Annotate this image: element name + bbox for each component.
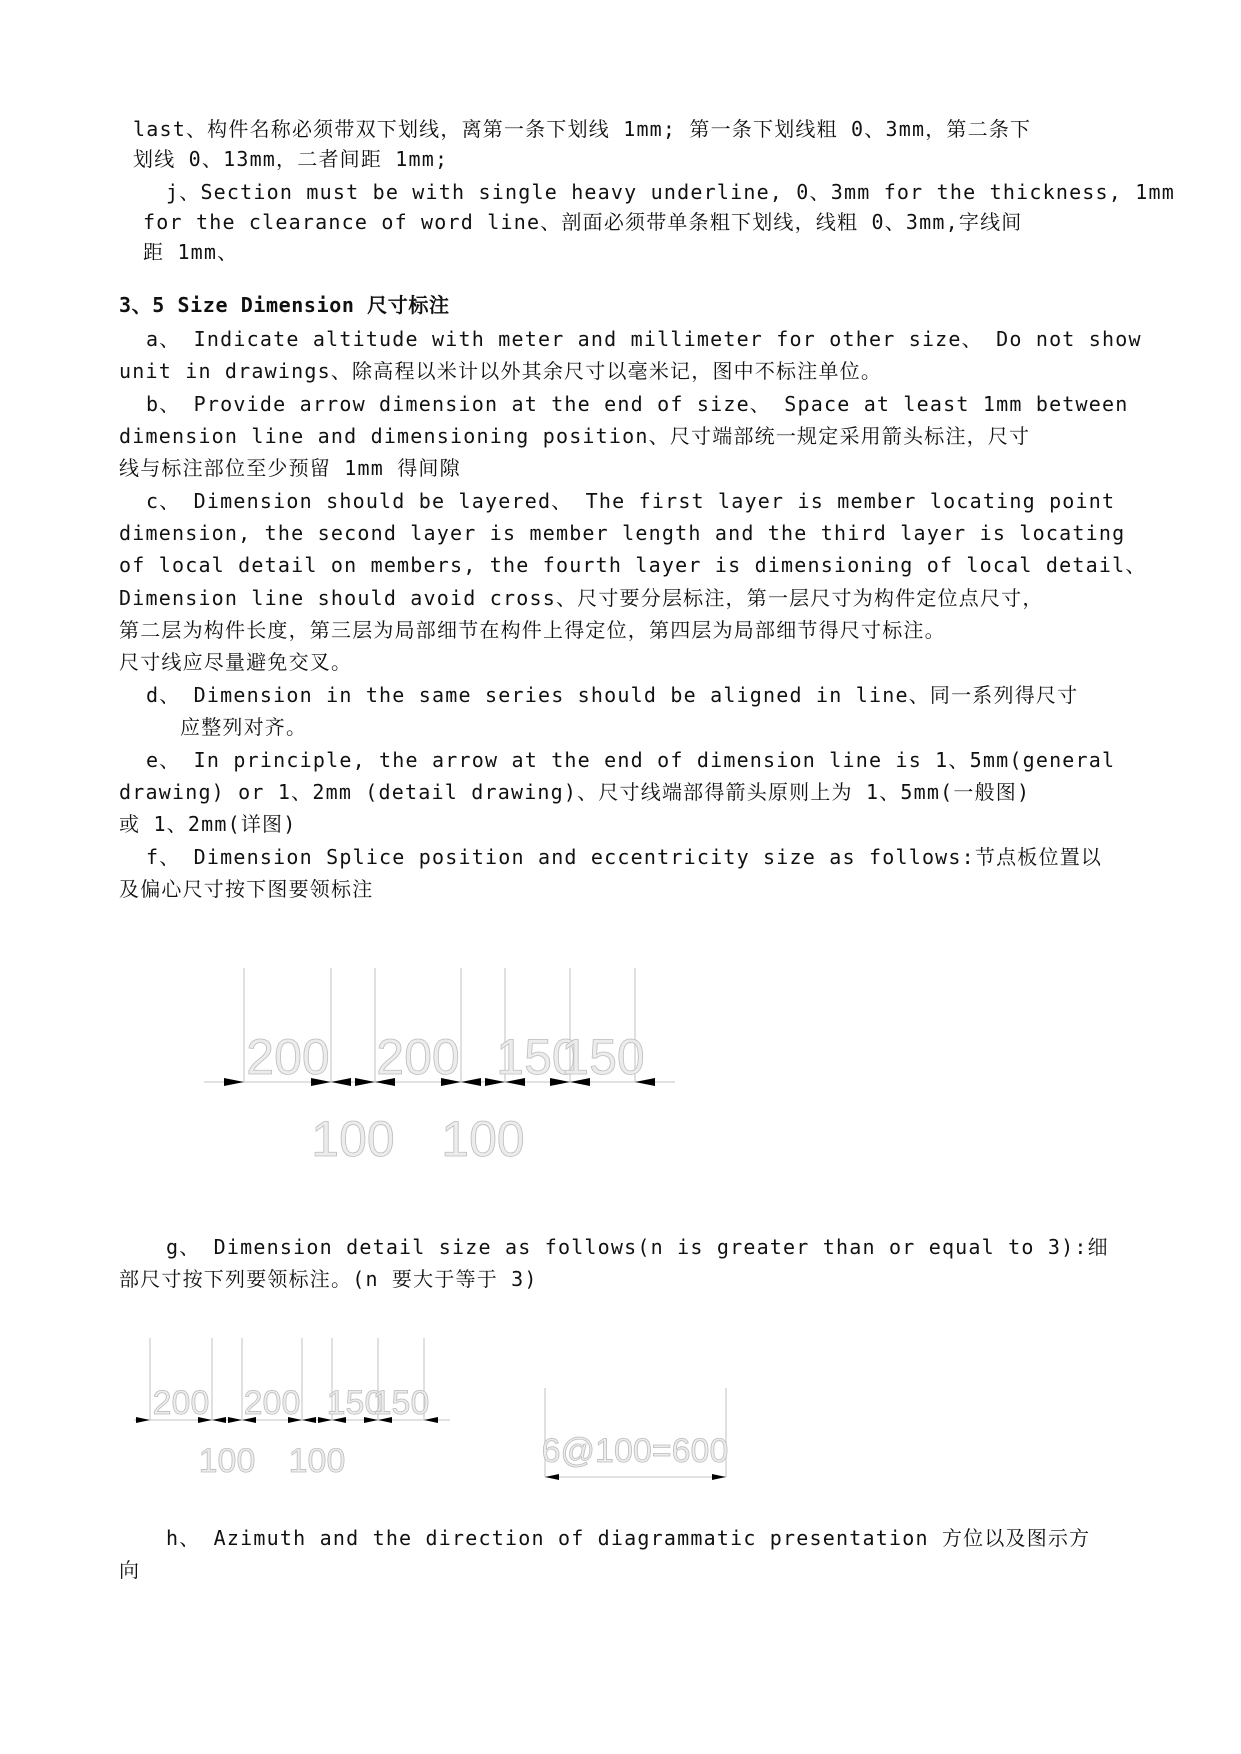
item-c-line-1: c、 Dimension should be layered、 The first layer is member locating point [146,489,1116,513]
combined-dimension-label: 6@100=600 [541,1432,729,1470]
dimension-label: 200 [243,1384,301,1422]
dimension-label: 200 [246,1029,330,1085]
item-c-line-2: dimension, the second layer is member length and the third layer is locating [119,521,1126,545]
item-f-line-1: f、 Dimension Splice position and eccentricity size as follows:节点板位置以 [146,845,1103,869]
item-c-line-3: of local detail on members, the fourth layer is dimensioning of local detail、 [119,553,1147,577]
paragraph-j-line-1: j、Section must be with single heavy underline, 0、3mm for the thickness, 1mm [166,180,1175,204]
dimension-arrow [212,1417,226,1423]
item-g-line-1: g、 Dimension detail size as follows(n is greater than or equal to 3):细 [166,1235,1109,1259]
dimension-label: 100 [288,1442,346,1480]
paragraph-i-line-2: 划线 0、13mm，二者间距 1mm; [133,147,449,171]
dimension-arrow [545,1474,559,1480]
dimension-label: 150 [496,1029,580,1085]
dimension-arrow [331,1078,351,1086]
item-b-line-1: b、 Provide arrow dimension at the end of size、 Space at least 1mm between [146,392,1129,416]
dimension-label: 150 [326,1384,384,1422]
dimension-label: 100 [441,1111,525,1167]
dimension-arrow [355,1078,375,1086]
item-c-line-4: Dimension line should avoid cross、尺寸要分层标注，第一层尺寸为构件定位点尺寸， [119,586,1044,610]
item-e-line-1: e、 In principle, the arrow at the end of dimension line is 1、5mm(general [146,748,1116,772]
dimension-arrow [461,1078,481,1086]
paragraph-j-line-2: for the clearance of word line、剖面必须带单条粗下划线，线粗 0、3mm,字线间 [143,210,1023,234]
dimension-label: 200 [152,1384,210,1422]
item-a-line-1: a、 Indicate altitude with meter and millimeter for other size、 Do not show [146,327,1142,351]
dimension-arrow [136,1417,150,1423]
dimension-label: 100 [198,1442,256,1480]
dimension-label: 150 [561,1029,645,1085]
item-h-line-2: 向 [119,1558,141,1582]
detail-dimension-diagram [0,1320,1241,1490]
dimension-label: 100 [311,1111,395,1167]
item-d-line-2: 应整列对齐。 [180,715,308,739]
item-b-line-2: dimension line and dimensioning position、尺寸端部统一规定采用箭头标注，尺寸 [119,424,1031,448]
item-d-line-1: d、 Dimension in the same series should be aligned in line、同一系列得尺寸 [146,683,1079,707]
dimension-label: 150 [372,1384,430,1422]
dimension-label: 200 [376,1029,460,1085]
item-h-line-1: h、 Azimuth and the direction of diagrammatic presentation 方位以及图示方 [166,1526,1091,1550]
item-c-line-5: 第二层为构件长度，第三层为局部细节在构件上得定位，第四层为局部细节得尺寸标注。 [119,618,946,642]
item-g-line-2: 部尺寸按下列要领标注。(n 要大于等于 3) [119,1267,538,1291]
section-heading: 3、5 Size Dimension 尺寸标注 [119,293,450,317]
item-e-line-2: drawing) or 1、2mm (detail drawing)、尺寸线端部得箭头原则上为 1、5mm(一般图) [119,780,1031,804]
item-a-line-2: unit in drawings、除高程以米计以外其余尺寸以毫米记，图中不标注单位。 [119,359,883,383]
item-f-line-2: 及偏心尺寸按下图要领标注 [119,877,374,901]
dimension-arrow [302,1417,316,1423]
dimension-arrow [224,1078,244,1086]
paragraph-j-line-3: 距 1mm、 [143,240,239,264]
item-c-line-6: 尺寸线应尽量避免交叉。 [119,650,353,674]
item-b-line-3: 线与标注部位至少预留 1mm 得间隙 [119,456,461,480]
item-e-line-3: 或 1、2mm(详图) [119,812,297,836]
splice-dimension-diagram [0,950,1241,1180]
paragraph-i-line-1: last、构件名称必须带双下划线，离第一条下划线 1mm; 第一条下划线粗 0、3mm，第二条下 [133,117,1032,141]
dimension-arrow [712,1474,726,1480]
dimension-arrow [228,1417,242,1423]
